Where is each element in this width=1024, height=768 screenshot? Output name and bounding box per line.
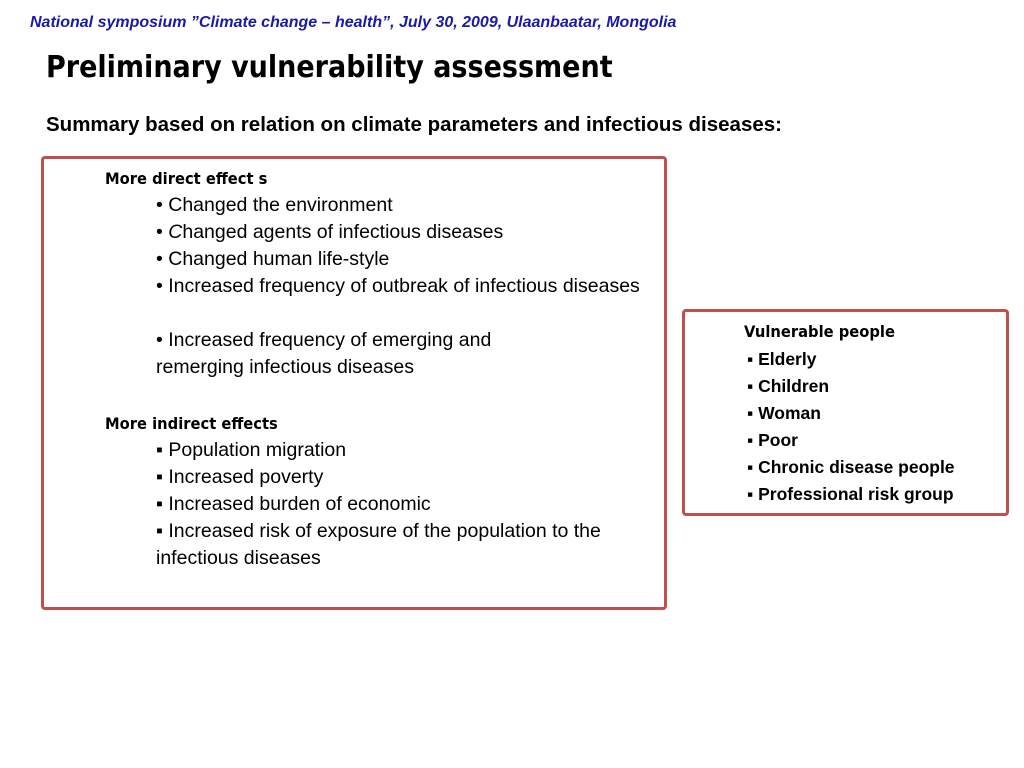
vulnerable-people-heading: Vulnerable people [744,322,895,341]
direct-effect-item: • Changed human life-style [156,246,389,273]
bullet-icon: ▪ [747,430,754,450]
bullet-icon: ▪ [747,349,754,369]
bullet-icon: • [156,194,163,216]
indirect-effects-heading: More indirect effects [105,414,278,433]
bullet-icon: • [156,221,163,243]
bullet-icon: ▪ [747,403,754,423]
vulnerable-group-item: ▪ Children [747,373,829,400]
direct-effect-item: • Increased frequency of emerging and remerging infectious diseases [156,329,492,378]
vulnerable-group-item: ▪ Chronic disease people [747,454,955,481]
bullet-icon: • [156,329,163,351]
vulnerable-group-item: ▪ Woman [747,400,821,427]
indirect-effect-item: ▪ Increased risk of exposure of the population to the infectious diseases [156,520,601,569]
slide-subtitle: Summary based on relation on climate parameters and infectious diseases: [46,113,782,136]
bullet-icon: ▪ [156,520,163,542]
bullet-icon: ▪ [747,457,754,477]
bullet-icon: ▪ [156,466,163,488]
vulnerable-group-item: ▪ Elderly [747,346,816,373]
direct-effects-heading: More direct effect s [105,169,268,188]
vulnerable-people-box [682,309,1009,516]
bullet-icon: ▪ [747,376,754,396]
slide-title: Preliminary vulnerability assessment [46,50,613,85]
indirect-effect-item: ▪ Population migration [156,437,346,464]
bullet-icon: ▪ [747,484,754,504]
indirect-effect-item: ▪ Increased burden of economic [156,491,431,518]
bullet-icon: ▪ [156,493,163,515]
effects-box [41,156,667,610]
symposium-header: National symposium ”Climate change – health”, July 30, 2009, Ulaanbaatar, Mongolia [30,14,677,31]
direct-effect-item: • Increased frequency of outbreak of infectious diseases [156,273,646,300]
bullet-icon: • [156,275,163,297]
bullet-icon: ▪ [156,439,163,461]
bullet-icon: • [156,248,163,270]
direct-effect-item: • Changed agents of infectious diseases [156,219,503,246]
vulnerable-group-item: ▪ Poor [747,427,798,454]
vulnerable-group-item: ▪ Professional risk group [747,481,954,508]
direct-effect-item: • Changed the environment [156,192,393,219]
indirect-effect-item: ▪ Increased poverty [156,464,323,491]
